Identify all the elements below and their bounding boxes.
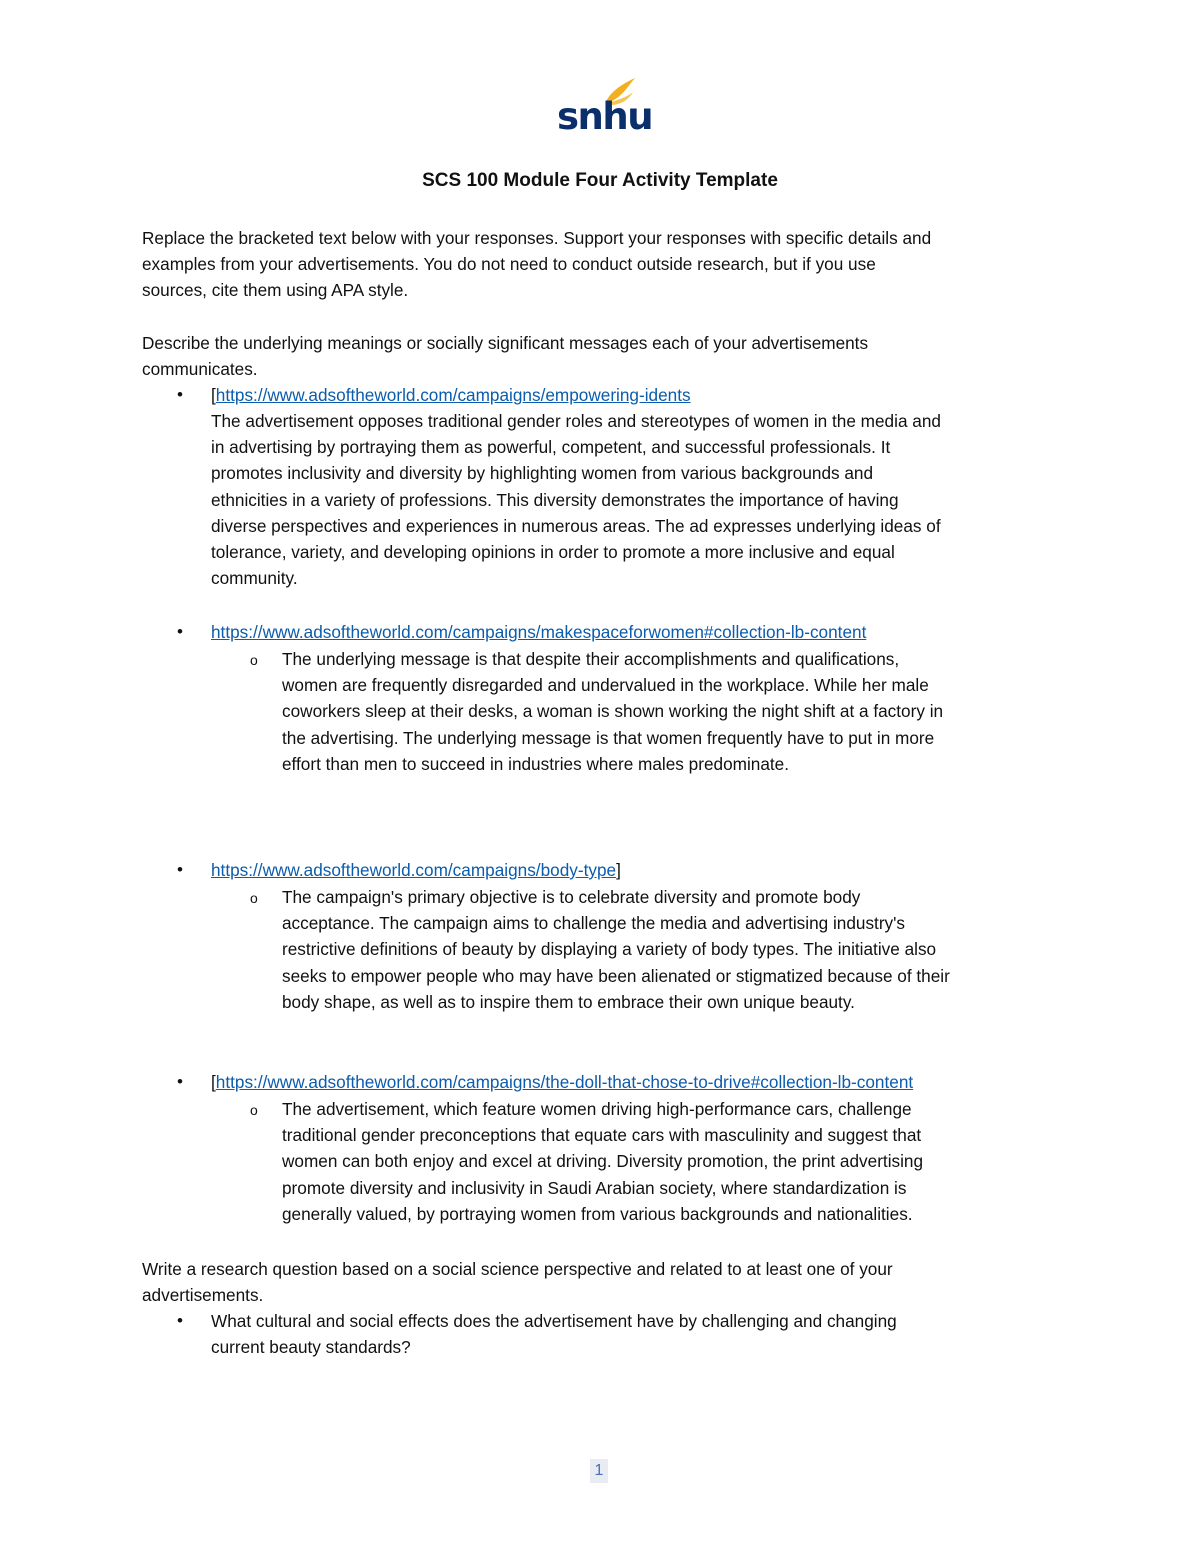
section2-prompt: [142, 1256, 1082, 1308]
page-number: 1: [590, 1459, 608, 1483]
description-line: restrictive definitions of beauty by displaying a variety of body types. The initiative also: [282, 939, 937, 960]
prompt-line: communicates.: [142, 359, 258, 380]
description-line: seeks to empower people who may have been alienated or stigmatized because of their: [282, 965, 950, 986]
description-line: women are frequently disregarded and undervalued in the workplace. While her male: [282, 675, 929, 696]
ad-link-line: [211, 382, 691, 408]
description-line: ethnicities in a variety of professions. This diversity demonstrates the importance of having: [211, 489, 899, 510]
description-line: body shape, as well as to inspire them to embrace their own unique beauty.: [282, 991, 855, 1012]
svg-text:snhu: snhu: [557, 95, 653, 138]
description-line: women can both enjoy and excel at driving. Diversity promotion, the print advertising: [282, 1151, 924, 1172]
intro-line: Replace the bracketed text below with your responses. Support your responses with specific details and: [142, 228, 932, 248]
description-line: promote diversity and inclusivity in Saudi Arabian society, where standardization is: [282, 1177, 907, 1198]
description-line: generally valued, by portraying women from various backgrounds and nationalities.: [282, 1203, 913, 1224]
description-line: The campaign's primary objective is to celebrate diversity and promote body: [282, 887, 861, 907]
snhu-logo: [556, 74, 653, 138]
prompt-line: advertisements.: [142, 1285, 264, 1306]
description-line: tolerance, variety, and developing opinions in order to promote a more inclusive and equal: [211, 542, 895, 563]
sub-bullet-icon: o: [250, 1102, 258, 1118]
answer-line: What cultural and social effects does the advertisement have by challenging and changing: [211, 1311, 897, 1331]
section1-prompt: [142, 330, 1082, 382]
description-line: acceptance. The campaign aims to challenge the media and advertising industry's: [282, 913, 906, 934]
intro-paragraph: [142, 225, 1082, 304]
description-line: The underlying message is that despite their accomplishments and qualifications,: [282, 649, 900, 669]
description-line: community.: [211, 568, 298, 589]
page-title: SCS 100 Module Four Activity Template: [422, 170, 778, 191]
intro-line: examples from your advertisements. You do not need to conduct outside research, but if you use: [142, 254, 876, 275]
prompt-line: Write a research question based on a social science perspective and related to at least one of your: [142, 1259, 893, 1279]
description-line: diverse perspectives and experiences in numerous areas. The ad expresses underlying ideas of: [211, 515, 941, 536]
description-line: traditional gender preconceptions that equate cars with masculinity and suggest that: [282, 1125, 922, 1146]
bullet-icon: •: [177, 385, 183, 404]
prompt-line: Describe the underlying meanings or socially significant messages each of your advertisements: [142, 333, 869, 353]
bracket-open: [: [211, 385, 216, 405]
sub-bullet-icon: o: [250, 652, 258, 668]
ad-link-line: [211, 857, 621, 883]
bullet-icon: •: [177, 622, 183, 641]
description-line: coworkers sleep at their desks, a woman is shown working the night shift at a factory in: [282, 701, 944, 722]
ad-description: [211, 408, 1091, 591]
bullet-icon: •: [177, 1072, 183, 1091]
ad-link-body-type[interactable]: https://www.adsoftheworld.com/campaigns/body-type: [211, 860, 617, 880]
description-line: effort than men to succeed in industries where males predominate.: [282, 753, 789, 774]
ad-link-empowering-idents[interactable]: https://www.adsoftheworld.com/campaigns/empowering-idents: [215, 385, 691, 405]
description-line: in advertising by portraying them as powerful, competent, and successful professionals. It: [211, 437, 891, 458]
description-line: The advertisement opposes traditional gender roles and stereotypes of women in the media and: [211, 411, 941, 431]
bullet-icon: •: [177, 1311, 183, 1330]
ad-link-line: [https://www.adsoftheworld.com/campaigns/the-doll-that-chose-to-drive#collection-lb-content: [211, 1072, 914, 1092]
research-question: [211, 1308, 1091, 1360]
bracket-close: ]: [616, 860, 621, 880]
bullet-icon: •: [177, 860, 183, 879]
description-line: the advertising. The underlying message is that women frequently have to put in more: [282, 727, 935, 748]
description-line: promotes inclusivity and diversity by highlighting women from various backgrounds and: [211, 463, 874, 484]
sub-bullet-icon: o: [250, 890, 258, 906]
answer-line: current beauty standards?: [211, 1337, 411, 1358]
ad-link-doll-that-chose-to-drive[interactable]: https://www.adsoftheworld.com/campaigns/the-doll-that-chose-to-drive#collection-lb-content: [215, 1072, 914, 1092]
ad-link-makespaceforwomen[interactable]: https://www.adsoftheworld.com/campaigns/makespaceforwomen#collection-lb-content: [211, 622, 867, 642]
snhu-logo-mark: [556, 74, 653, 138]
intro-line: sources, cite them using APA style.: [142, 280, 409, 301]
description-line: The advertisement, which feature women driving high-performance cars, challenge: [282, 1099, 912, 1119]
ad-link-line: [211, 619, 866, 645]
ad-description: [282, 646, 1092, 777]
ad-description: [282, 884, 1092, 1015]
ad-description: [282, 1096, 1092, 1227]
